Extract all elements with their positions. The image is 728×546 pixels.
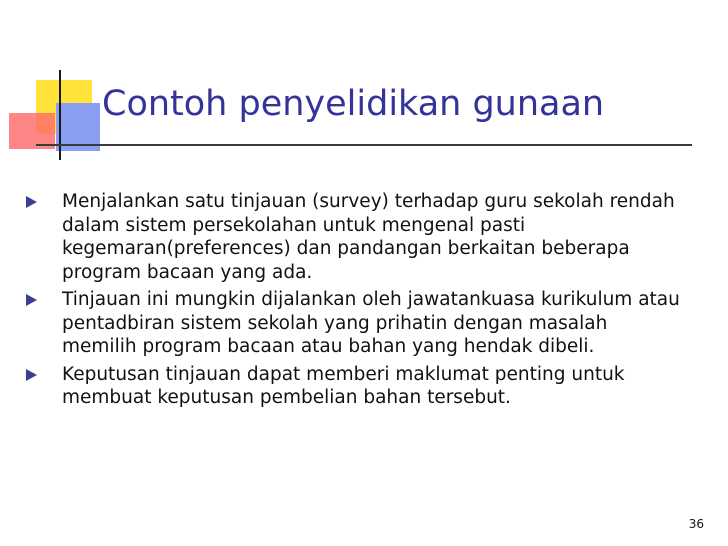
bullet-text: Menjalankan satu tinjauan (survey) terhadap guru sekolah rendah dalam sistem persekolahan untuk mengenal pasti kegemaran(preferences) dan pandangan berkaitan beberapa program bacaan yang ada. (62, 191, 675, 283)
logo-vertical-line (59, 70, 61, 160)
bullet-list (22, 190, 682, 414)
title-divider (36, 144, 692, 146)
bullet-text: Keputusan tinjauan dapat memberi maklumat penting untuk membuat keputusan pembelian bahan tersebut. (62, 363, 625, 408)
page-number: 36 (688, 517, 704, 531)
bullet-item (22, 190, 682, 284)
triangle-bullet-icon (26, 196, 37, 208)
triangle-bullet-icon (26, 294, 37, 306)
bullet-item (22, 288, 682, 359)
slide-title: Contoh penyelidikan gunaan (102, 84, 605, 124)
triangle-bullet-icon (26, 369, 37, 381)
bullet-item (22, 363, 682, 410)
bullet-text: Tinjauan ini mungkin dijalankan oleh jawatankuasa kurikulum atau pentadbiran sistem sekolah yang prihatin dengan masalah memilih program bacaan atau bahan yang hendak dibeli. (62, 289, 680, 357)
